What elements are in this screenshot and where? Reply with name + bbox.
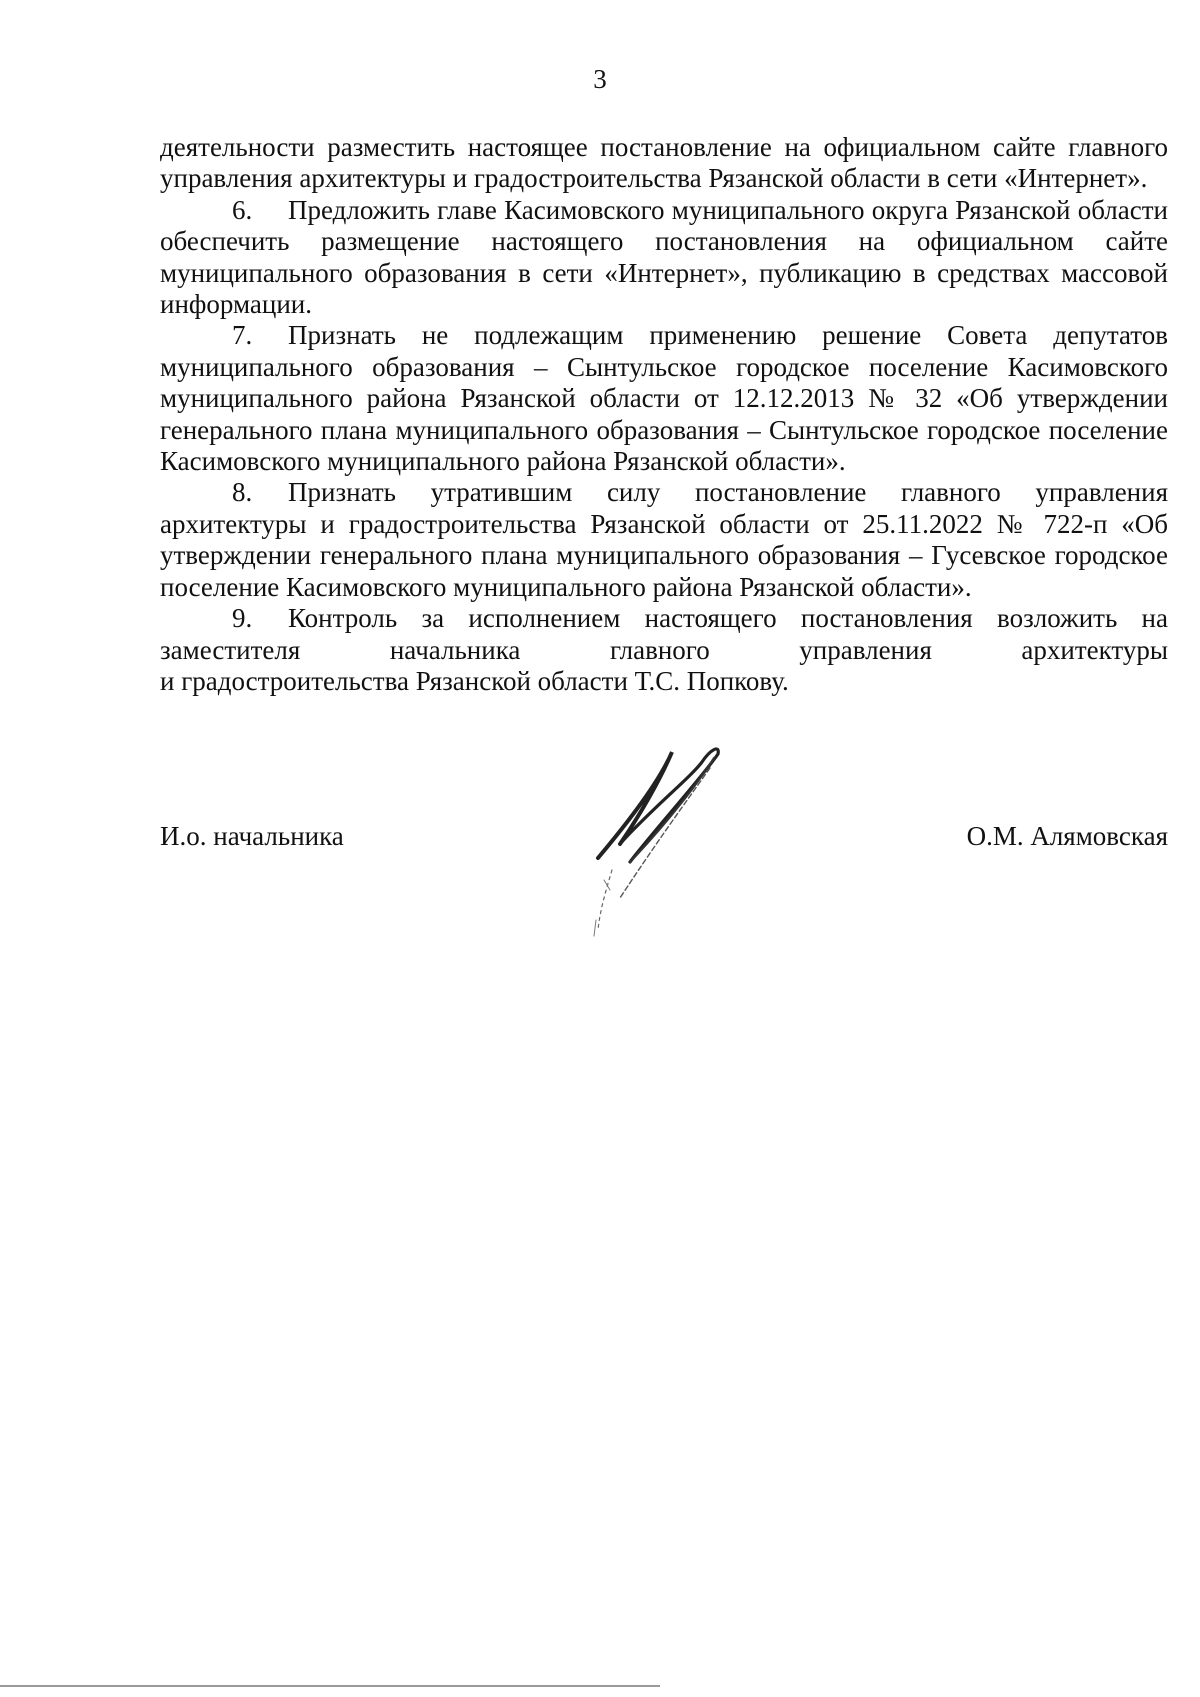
signer-name: О.М. Алямовская — [966, 821, 1168, 851]
document-body — [160, 132, 1168, 697]
page-bottom-rule — [0, 1685, 660, 1687]
paragraph-7-number: 7. — [232, 320, 253, 351]
paragraph-6-text: Предложить главе Касимовского муниципального округа Рязанской области обеспечить размещение настоящего постановления на официальном сайте муниципального образования в сети «Интернет», публикацию в средствах массовой информации. — [160, 194, 1168, 320]
paragraph-6 — [160, 195, 1168, 321]
paragraph-8-number: 8. — [232, 477, 253, 508]
paragraph-5-continuation: деятельности разместить настоящее постановление на официальном сайте главного управления архитектуры и градостроительства Рязанской области в сети «Интернет». — [160, 132, 1168, 194]
paragraph-7 — [160, 320, 1168, 477]
page-number: 3 — [593, 64, 607, 94]
paragraph-9-text-line1: Контроль за исполнением настоящего постановления возложить на заместителя начальника главного управления архитектуры — [160, 603, 1168, 665]
paragraph-8-text: Признать утратившим силу постановление главного управления архитектуры и градостроительства Рязанской области от 25.11.2022 № 722-п «Об утверждении генерального плана муниципального образования – Гусевское городское поселение Касимовского муниципального района Рязанской области». — [160, 477, 1168, 602]
paragraph-9 — [160, 603, 1168, 666]
paragraph-9-text-line2: и градостроительства Рязанской области Т.С. Попкову. — [160, 665, 789, 696]
paragraph-9-number: 9. — [232, 603, 253, 634]
paragraph-8 — [160, 477, 1168, 603]
signature-block — [160, 821, 1168, 861]
paragraph-7-text: Признать не подлежащим применению решение Совета депутатов муниципального образования – Сынтульское городское поселение Касимовского муниципального района Рязанской области от 12.12.2013 № 32 «Об утверждении генерального плана муниципального образования – Сынтульское городское поселение Касимовского муниципального района Рязанской области». — [160, 320, 1168, 477]
paragraph-6-number: 6. — [232, 194, 253, 225]
signer-position: И.о. начальника — [160, 821, 344, 851]
